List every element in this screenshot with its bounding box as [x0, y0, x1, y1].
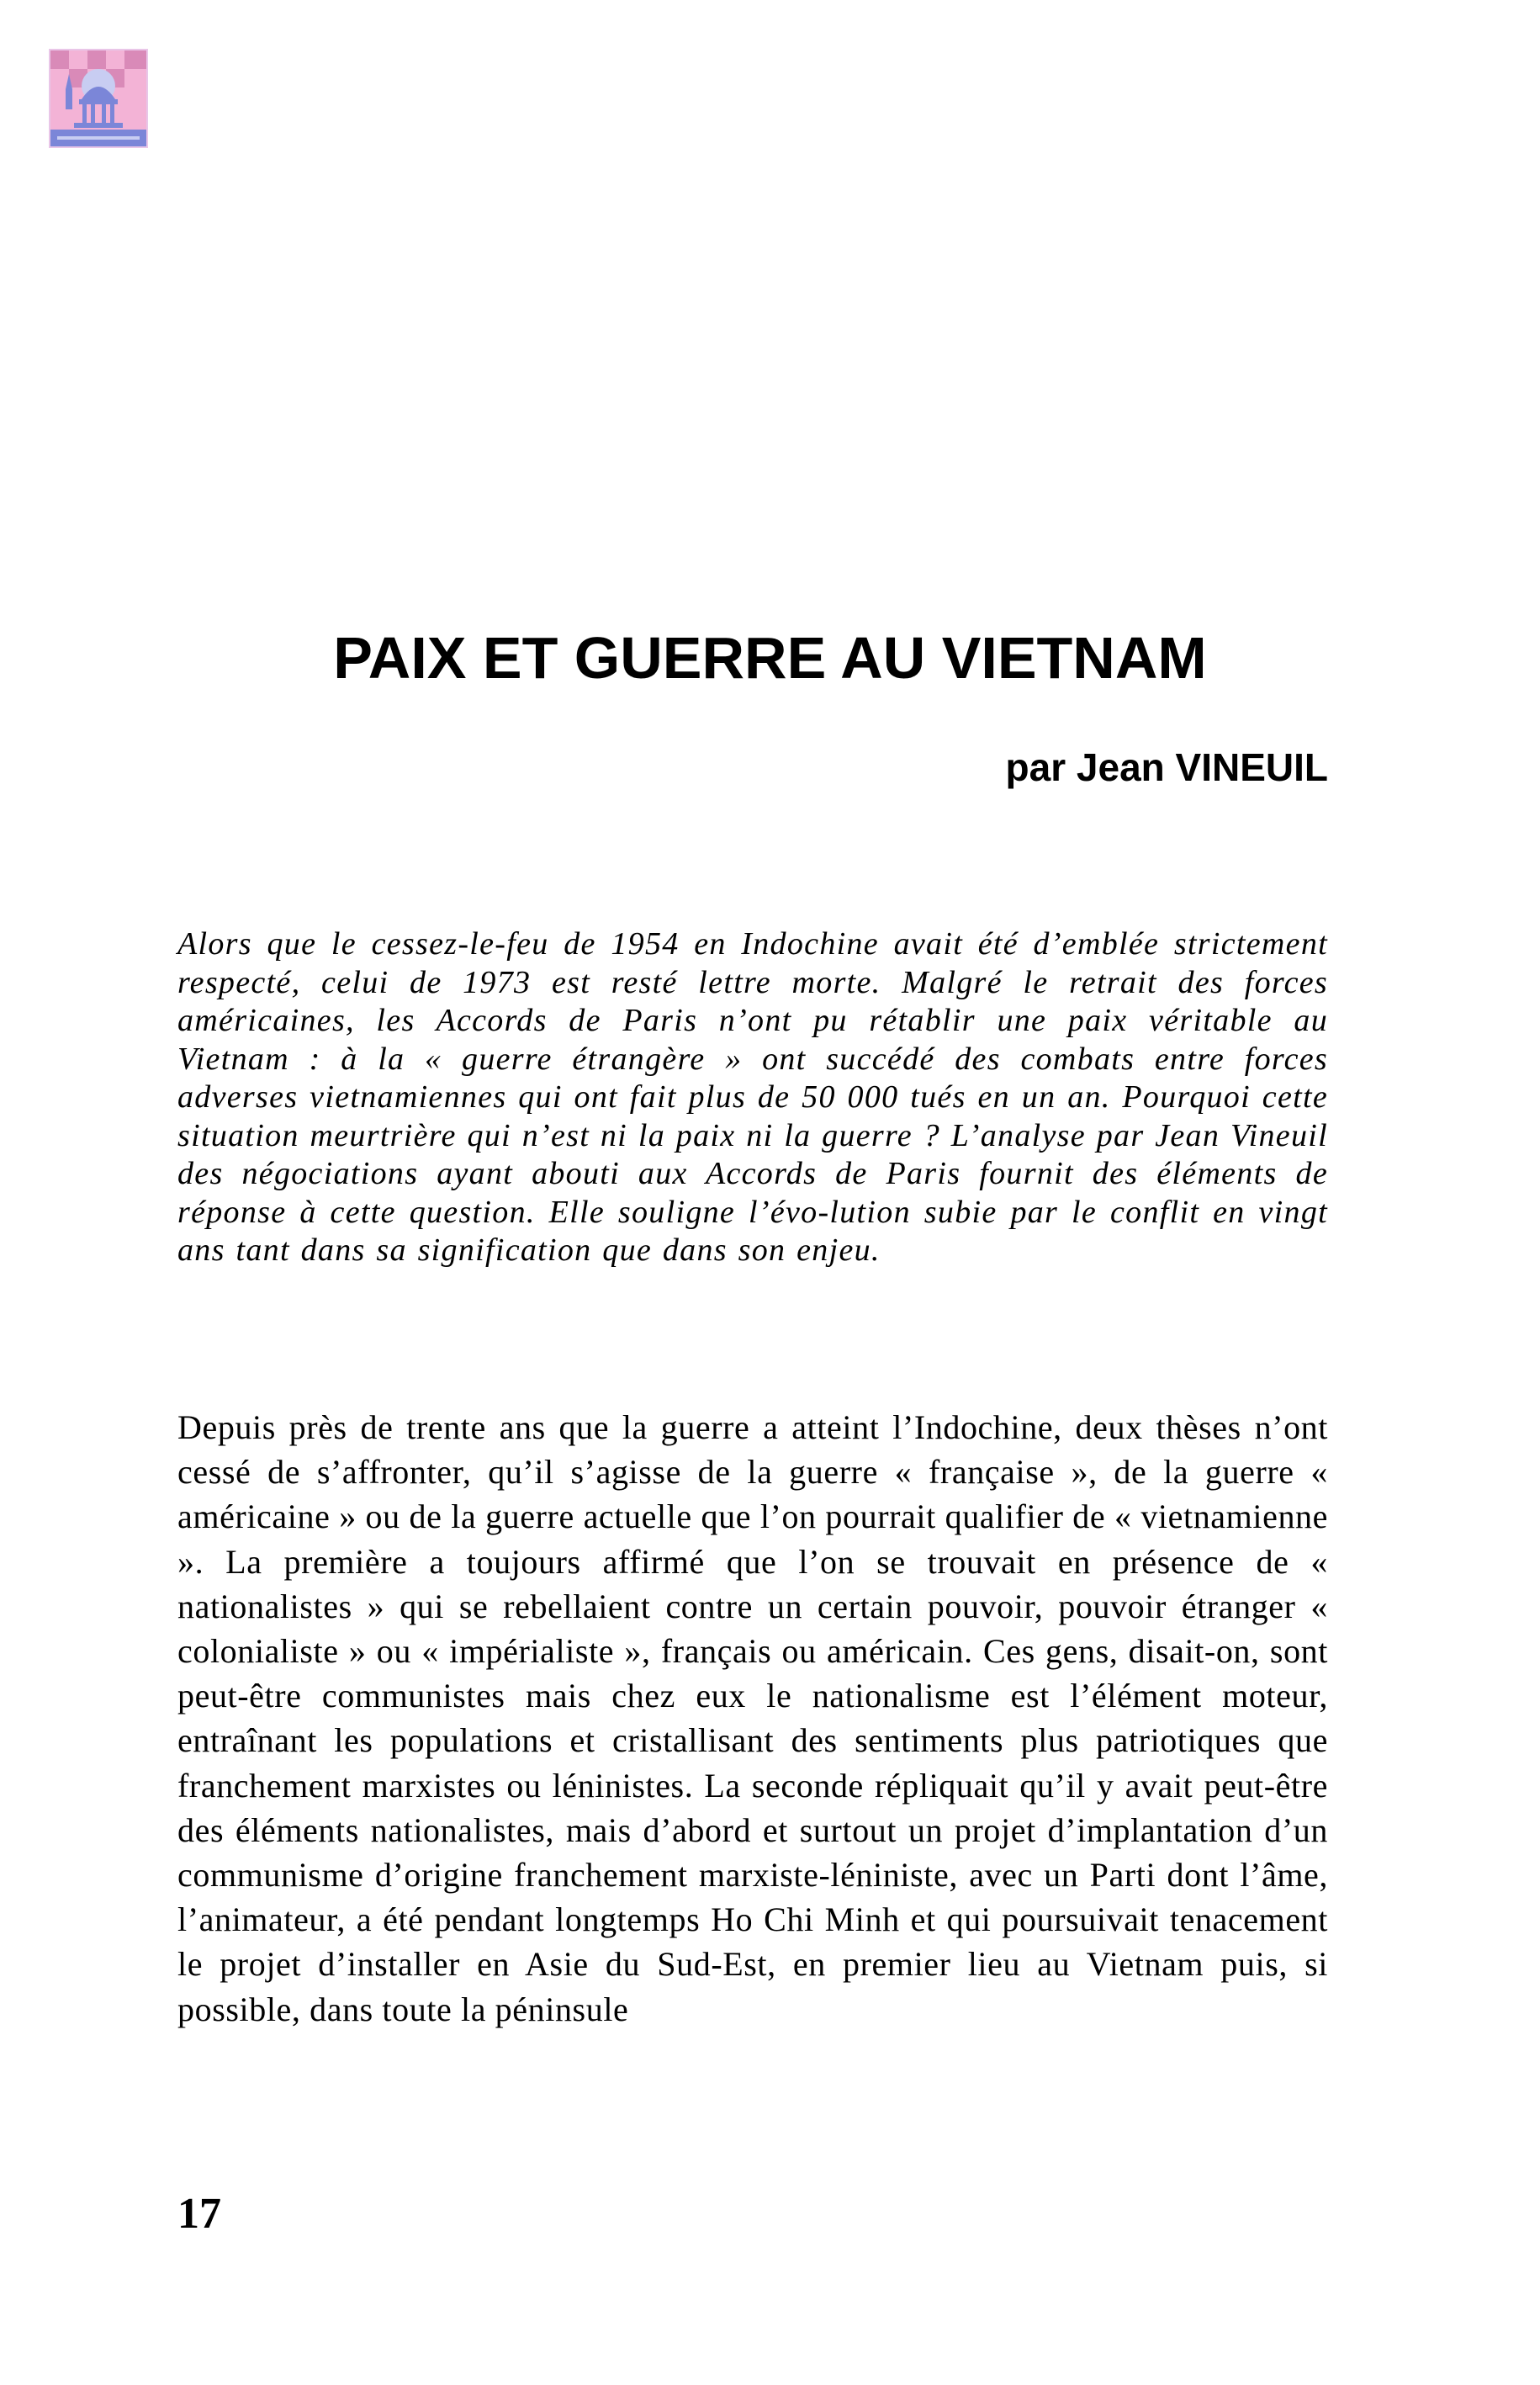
page-number: 17 — [177, 2190, 221, 2238]
institution-building-logo-icon — [49, 49, 148, 148]
article-title: PAIX ET GUERRE AU VIETNAM — [333, 625, 1207, 691]
article-abstract: Alors que le cessez-le-feu de 1954 en Indochine avait été d’emblée strictement respecté, celui de 1973 est resté lettre morte. Malgré le retrait des forces américaines, les Accords de Paris n’ont pu rétablir une paix véritable au Vietnam : à la « guerre étrangère » ont succédé des combats entre forces adverses vietnamiennes qui ont fait plus de 50 000 tués en un an. Pourquoi cette situation meurtrière qui n’est ni la paix ni la guerre ? L’analyse par Jean Vineuil des négociations ayant abouti aux Accords de Paris fournit des éléments de réponse à cette question. Elle souligne l’évo-lution subie par le conflit en vingt ans tant dans sa signification que dans son enjeu. — [177, 926, 1328, 1268]
article-body-paragraph: Depuis près de trente ans que la guerre a atteint l’Indochine, deux thèses n’ont cessé de s’affronter, qu’il s’agisse de la guerre « française », de la guerre « américaine » ou de la guerre actuelle que l’on pourrait qualifier de « vietnamienne ». La première a toujours affirmé que l’on se trouvait en présence de « nationalistes » qui se rebellaient contre un certain pouvoir, pouvoir étranger « colonialiste » ou « impérialiste », français ou américain. Ces gens, disait-on, sont peut-être communistes mais chez eux le nationalisme est l’élément moteur, entraînant les populations et cristallisant des sentiments plus patriotiques que franchement marxistes ou léninistes. La seconde répliquait qu’il y avait peut-être des éléments nationalistes, mais d’abord et surtout un projet d’implantation d’un communisme d’origine franchement marxiste-léniniste, avec un Parti dont l’âme, l’animateur, a été pendant longtemps Ho Chi Minh et qui poursuivait tenacement le projet d’installer en Asie du Sud-Est, en premier lieu au Vietnam puis, si possible, dans toute la péninsule — [177, 1408, 1328, 2028]
institution-logo — [49, 49, 148, 148]
article-byline: par Jean VINEUIL — [1005, 745, 1328, 789]
